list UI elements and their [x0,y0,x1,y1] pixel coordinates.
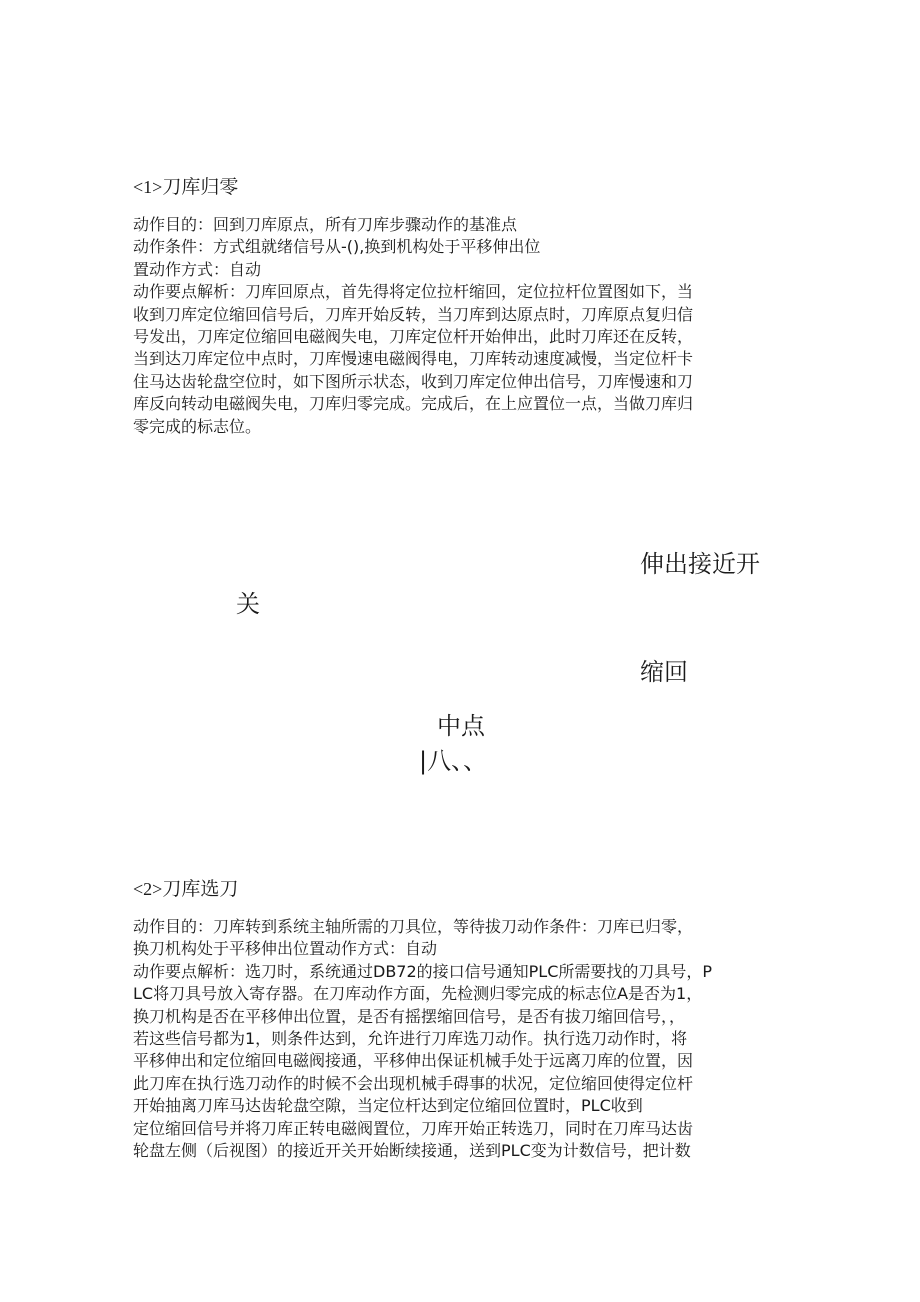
figure-label-retract: 缩回 [640,658,688,686]
section1-heading [133,172,238,199]
paragraph-line: 零完成的标志位。 [133,416,262,436]
paragraph-line: 号发出，刀库定位缩回电磁阀失电，刀库定位杆开始伸出，此时刀库还在反转， [133,327,694,347]
paragraph-line: 换刀机构是否在平移伸出位置，是否有摇摆缩回信号，是否有拔刀缩回信号，， [133,1006,686,1026]
paragraph-line: 动作要点解析：刀库回原点，首先得将定位拉杆缩回，定位拉杆位置图如下，当 [133,282,694,302]
paragraph-line: 置动作方式：自动 [133,259,262,279]
paragraph-line: 换刀机构处于平移伸出位置动作方式：自动 [133,939,438,959]
figure-label-extend-switch-cont: 关 [236,590,260,618]
section2-body [133,916,785,1162]
paragraph-line: 动作目的：刀库转到系统主轴所需的刀具位，等待拔刀动作条件：刀库已归零， [133,917,694,936]
paragraph-line: 轮盘左侧（后视图）的接近开关开始断续接通，送到PLC变为计数信号，把计数 [133,1141,691,1161]
section1-heading-number: <1> [133,177,163,197]
paragraph-line: 收到刀库定位缩回信号后，刀库开始反转，当刀库到达原点时，刀库原点复归信 [133,304,694,324]
section2-heading-number: <2> [133,879,163,899]
paragraph-line: 动作条件：方式组就绪信号从-(),换到机构处于平移伸出位 [133,237,541,257]
paragraph-line: 平移伸出和定位缩回电磁阀接通，平移伸出保证机械手处于远离刀库的位置，因 [133,1051,694,1071]
paragraph-line: LC将刀具号放入寄存器。在刀库动作方面，先检测归零完成的标志位A是否为1， [133,984,703,1004]
section1-body [133,214,785,438]
figure-label-midpoint-mark: |八、、 [419,747,488,775]
figure-label-extend-switch: 伸出接近开 [640,550,760,578]
section1-heading-text: 刀库归零 [162,176,239,198]
paragraph-line: 此刀库在执行选刀动作的时候不会出现机械手碍事的状况，定位缩回使得定位杆 [133,1073,694,1093]
paragraph-line: 库反向转动电磁阀失电，刀库归零完成。完成后，在上应置位一点，当做刀库归 [133,394,694,414]
paragraph-line: 当到达刀库定位中点时，刀库慢速电磁阀得电，刀库转动速度减慢，当定位杆卡 [133,349,694,369]
figure-label-midpoint: 中点 [437,712,485,740]
paragraph-line: 开始抽离刀库马达齿轮盘空隙，当定位杆达到定位缩回位置时，PLC收到 [133,1096,643,1116]
paragraph-line: 住马达齿轮盘空位时，如下图所示状态，收到刀库定位伸出信号，刀库慢速和刀 [133,371,694,391]
paragraph-line: 动作目的：回到刀库原点，所有刀库步骤动作的基准点 [133,215,518,234]
paragraph-line: 动作要点解析：选刀时，系统通过DB72的接口信号通知PLC所需要找的刀具号，P [133,961,713,981]
paragraph-line: 定位缩回信号并将刀库正转电磁阀置位，刀库开始正转选刀，同时在刀库马达齿 [133,1118,694,1138]
section2-heading [133,874,238,901]
paragraph-line: 若这些信号都为1，则条件达到，允许进行刀库选刀动作。执行选刀动作时，将 [133,1029,688,1049]
section2-heading-text: 刀库选刀 [162,878,239,900]
